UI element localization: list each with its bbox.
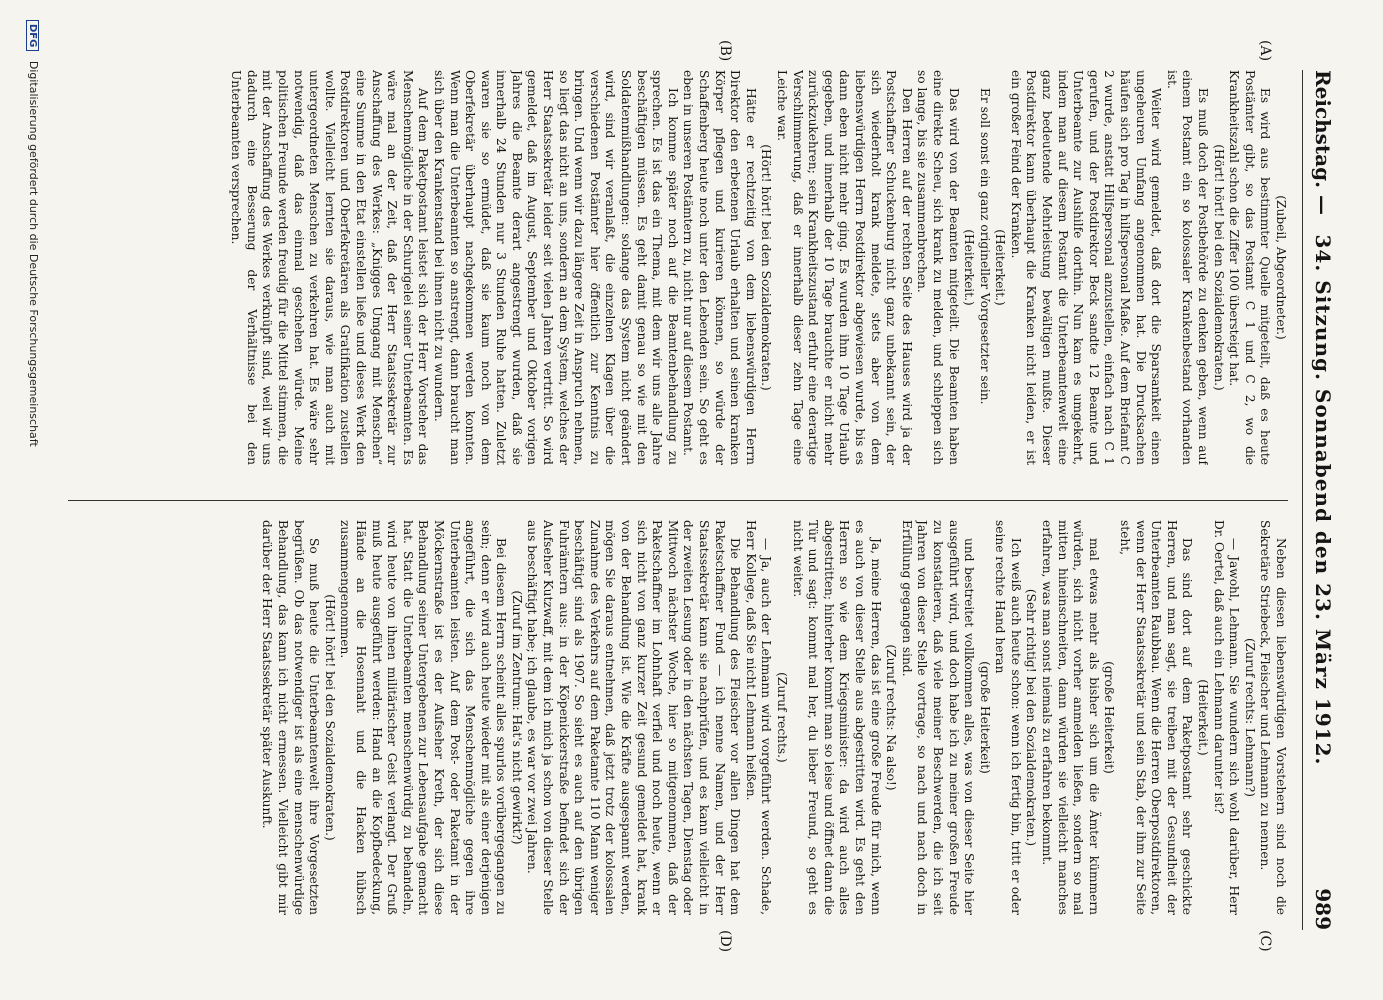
paragraph: Es wird aus bestimmter Quelle mitgeteilt, daß es heute Postämter gibt, so das Postamt C 1 und C 2, wo die Krankheitszahl schon die Ziffer 100 übersteigt hat. [1227, 70, 1273, 465]
interjection: (große Heiterkeit) [1102, 661, 1117, 774]
funding-notice [26, 20, 40, 447]
paragraph: Das wird von der Beamten mitgeteilt. Die Beamten haben eine direkte Scheu, sich krank zu melden, und schleppen sich so lange, bis sie zusammenbrechen. [915, 70, 961, 465]
interjection: (Hört! hört! bei den Sozialdemokraten.) [759, 144, 774, 391]
interjection: (Heiterkeit.) [993, 229, 1008, 306]
paragraph: Es muß doch der Postbehörde zu denken geben, wenn auf einem Postamt ein so kolossaler Krankenbestand vorhanden ist. [1164, 70, 1211, 465]
paragraph: Er soll sonst ein ganz origineller Vorgesetzter sein. [977, 88, 992, 405]
page-header [1302, 70, 1343, 930]
interjection: (Heiterkeit.) [1196, 679, 1211, 756]
interjection: (Zuruf rechts.) [775, 672, 789, 763]
interjection: (Hört! hört! bei den Sozialdemokraten.) [1211, 144, 1226, 391]
paragraph: mal etwas mehr als bisher sich um die Ämter kümmern würden, sich nicht vorher anmelden ließen, sondern so mal mitten hineinschneiten, dann würden sie vielleicht manches erfahren, was man sonst niemals zu erfahren bekommt. [1040, 520, 1101, 915]
interjection: (Hört! hört! bei den Sozialdemokraten.) [322, 594, 337, 841]
margin-letter-c: (C) [1257, 930, 1273, 952]
header-title: 34. Sitzung. Sonnabend den 23. März 1912. [1311, 234, 1335, 766]
paragraph: — Jawohl, Lehmann. Sie wundern sich wohl darüber, Herr Dr. Oertel, daß auch ein Lehmann darunter ist? [1211, 520, 1242, 915]
paragraph: So muß heute die Unterbeamtenwelt ihre Vorgesetzten begrüßen. Ob das notwendiger ist als eine menschenwürdige Behandlung, das kann ich nicht ermessen. Vielleicht gibt mir darüber der Herr Staatssekretär später Auskunft. [260, 520, 322, 915]
right-column [68, 520, 1288, 915]
interjection: (Heiterkeit.) [962, 229, 977, 306]
interjection: (große Heiterkeit) [977, 661, 992, 774]
paragraph: (Zubeil, Abgeordneter.) [1274, 195, 1288, 340]
column-divider [68, 500, 1288, 501]
left-column [68, 70, 1288, 465]
funding-text: Digitalisierung gefördert durch die Deutsche Forschungsgemeinschaft [27, 60, 40, 447]
paragraph: und bestreitet vollkommen alles, was von dieser Seite hier ausgeführt wird, und doch habe ich zu meiner großen Freude zu konstatieren, daß viele meiner Beschwerden, die ich seit Jahren von dieser Stelle vortrage, so nach und nach doch in Erfüllung gegangen sind. [899, 520, 977, 915]
paragraph: Ich komme später noch auf die Beamtenbehandlung zu sprechen. Es ist das ein Thema, mit dem wir uns alle Jahre beschäftigen müssen. Es geht damit genau so wie mit den Soldatenmißhandlungen: solange das System nicht geändert wird, sind wir veranlaßt, die einzelnen Klagen über die verschiedenen Postämter hier öffentlich zur Kenntnis zu bringen. Und wenn wir dazu längere Zeit in Anspruch nehmen, so liegt das nicht an uns, sondern an dem System, welches der Herr Staatssekretär leider seit vielen Jahren vertritt. So wird gemeldet, daß im August, September und Oktober vorigen Jahres die Beamte derart angestrengt wurden, daß sie innerhalb 24 Stunden nur 3 Stunden Ruhe hatten. Zuletzt waren sie so ermüdet, daß sie kaum noch von dem Oberfekretär überhaupt nachgekommen werden konnten. Wenn man die Unterbeamten so anstrengt, dann braucht man sich über den Krankenstand bei ihnen nicht zu wundern. [431, 70, 680, 465]
dfg-logo: DFG [26, 20, 39, 51]
paragraph: Auf dem Paketpostamt leistet sich der Herr Vorsteher das Menschenmögliche in der Schurigelei seiner Unterbeamten. Es wäre mal an der Zeit, daß der Herr Staatssekretär zur Anschaffung des Werkes: „Knigges Umgang mit Menschen“ eine Summe in den Etat einstellen ließe und dieses Werk den Postdirektoren und Oberfekretären als Gratifikation zustellen wollte. Vielleicht lernten sie daraus, wie man auch mit untergeordneten Menschen zu verkehren hat. Es wäre sehr notwendig, daß das einmal geschehen würde. Meine politischen Freunde werden freudig für die Mittel stimmen, die mit der Anschaffung des Werkes verknüpft sind, weil wir uns dadurch eine Besserung der Verhältnisse bei den Unterbeamten versprechen. [229, 70, 431, 465]
interjection: (Zuruf rechts: Na also!) [884, 644, 899, 791]
paragraph: — Ja, auch der Lehmann wird vorgeführt werden. Schade, Herr Kollege, daß Sie nicht Lehmann heißen. [743, 520, 774, 915]
margin-letter-a: (A) [1257, 40, 1273, 62]
paragraph: Bei diesem Herrn scheint alles spurlos vorübergegangen zu sein; denn er wird auch heute wieder mit als einer derjenigen angeführt, die sich das Menschenmögliche gegen ihre Unterbeamten leisten. Auf dem Post- oder Paketamt in der Möckernstraße ist es der Aufseher Kreth, der sich diese Behandlung seiner Untergebenen zur Lebensaufgabe gemacht hat. Statt die Unterbeamten menschenwürdig zu behandeln, wird heute von ihnen militärischer Geist verlangt. Der Gruß muß heute ausgeführt werden: Hand an die Kopfbedeckung, Hände an die Hosennaht und die Hacken hübsch zusammengenommen. [338, 520, 509, 915]
interjection: (Sehr richtig! bei den Sozialdemokraten.) [1024, 588, 1039, 847]
paragraph: Neben diesen liebenswürdigen Vorstehern sind noch die Sekretäre Striebeck, Fleischer und Lehmann zu nennen. [1258, 520, 1288, 915]
paragraph: Die Behandlung des Fleischer vor allen Dingen hat dem Paketschaffner Fund — ich nenne Namen, und der Herr Staatssekretär kann sie nachprüfen, und es kann vielleicht in der zweiten Lesung oder in den nächsten Tagen, Dienstag oder Mittwoch nächster Woche, hier so mitgenommen, daß der Paketschaffner im Lohnhaft verfiel und noch heute, wenn er sich nicht von ganz kurzer Zeit gesund gemeldet hat, krank von der Behandlung ist. Wie die Kräfte ausgespannt werden, mögen Sie daraus entnehmen, daß jetzt trotz der kolossalen Zunahme des Verkehrs auf dem Paketamte 110 Mann weniger beschäftigt sind als 1907. So sieht es auch auf den übrigen Fuhrämtern aus: in der Köpenickerstraße befindet sich der Aufseher Kutzwaff, mit dem ich mich ja schon von dieser Stelle aus beschäftigt habe; ich glaube, es war vor zwei Jahren. [525, 520, 743, 915]
margin-letter-d: (D) [717, 930, 733, 953]
page-number: 989 [1311, 888, 1335, 930]
header-left: Reichstag. — [1311, 70, 1335, 216]
paragraph: Weiter wird gemeldet, daß dort die Sparsamkeit einen ungeheuren Umfang angenommen hat. Die Drucksachen häufen sich pro Tag in hilfspersonal Maße. Auf dem Briefamt C 2 wurde, anstatt Hilfspersonal anzustellen, einfach nach C 1 gerufen, und der Postdirektor Beck sandte 12 Beamte und Unterbeamte zur Aushilfe dorthin. Nun kam es umgekehrt, indem man auf diesem Postamt die Unterbeamtenwelt eine ganz bedeutende Mehrleistung bewältigen mußte. Dieser Postdirektor kann überhaupt die Kranken nicht leiden, er ist ein großer Feind der Kranken. [1008, 70, 1164, 465]
interjection: (Zuruf im Zentrum: Hat's nicht gewirkt?) [509, 590, 524, 845]
paragraph: Hätte er rechtzeitig von dem liebenswürdigen Herrn Direktor den erbetenen Urlaub erhalten und seinen kranken Körper pflegen und kurieren können, so würde der Schaffenberg heute noch unter den Lebenden sein. So geht es eben in unseren Postämtern zu, nicht nur auf diesem Postamt. [681, 70, 758, 465]
margin-letter-b: (B) [717, 40, 733, 62]
paragraph: Den Herren auf der rechten Seite des Hauses wird ja der Postschaffner Schuckenburg nicht ganz unbekannt sein, der sich wiederholt krank meldete, stets aber von dem liebenswürdigen Herrn Postdirektor abgewiesen wurde, bis es dann eben nicht mehr ging. Es wurden ihm 10 Tage Urlaub gegeben, und innerhalb der 10 Tage brauchte er nicht mehr zurückzukehren; sein Krankheitszustand erfuhr eine derartige Verschlimmerung, daß er innerhalb dieser zehn Tage eine Leiche war. [775, 70, 914, 465]
interjection: (Zuruf rechts: Lehmann?) [1242, 638, 1257, 797]
paragraph: Das sind dort auf dem Paketpostamt sehr geschickte Herren, und man sagt, sie treiben mit der Gesundheit der Unterbeamten Raubbau. Wenn die Herren Oberpostdirektoren, wenn der Herr Staatssekretär und sein Stab, der ihm zur Seite steht, [1118, 520, 1195, 915]
paragraph: Ich weiß auch heute schon: wenn ich fertig bin, tritt er oder seine rechte Hand heran [993, 520, 1023, 915]
paragraph: Ja, meine Herren, das ist eine große Freude für mich, wenn es auch von dieser Stelle aus abgestritten wird. Es geht den Herren so wie dem Kriegsminister: da wird auch alles abgestritten; hinterher kommt man so leise und öffnet dann die Tür und sagt: kommt mal her, du lieber Freund, so geht es nicht weiter. [790, 520, 883, 915]
